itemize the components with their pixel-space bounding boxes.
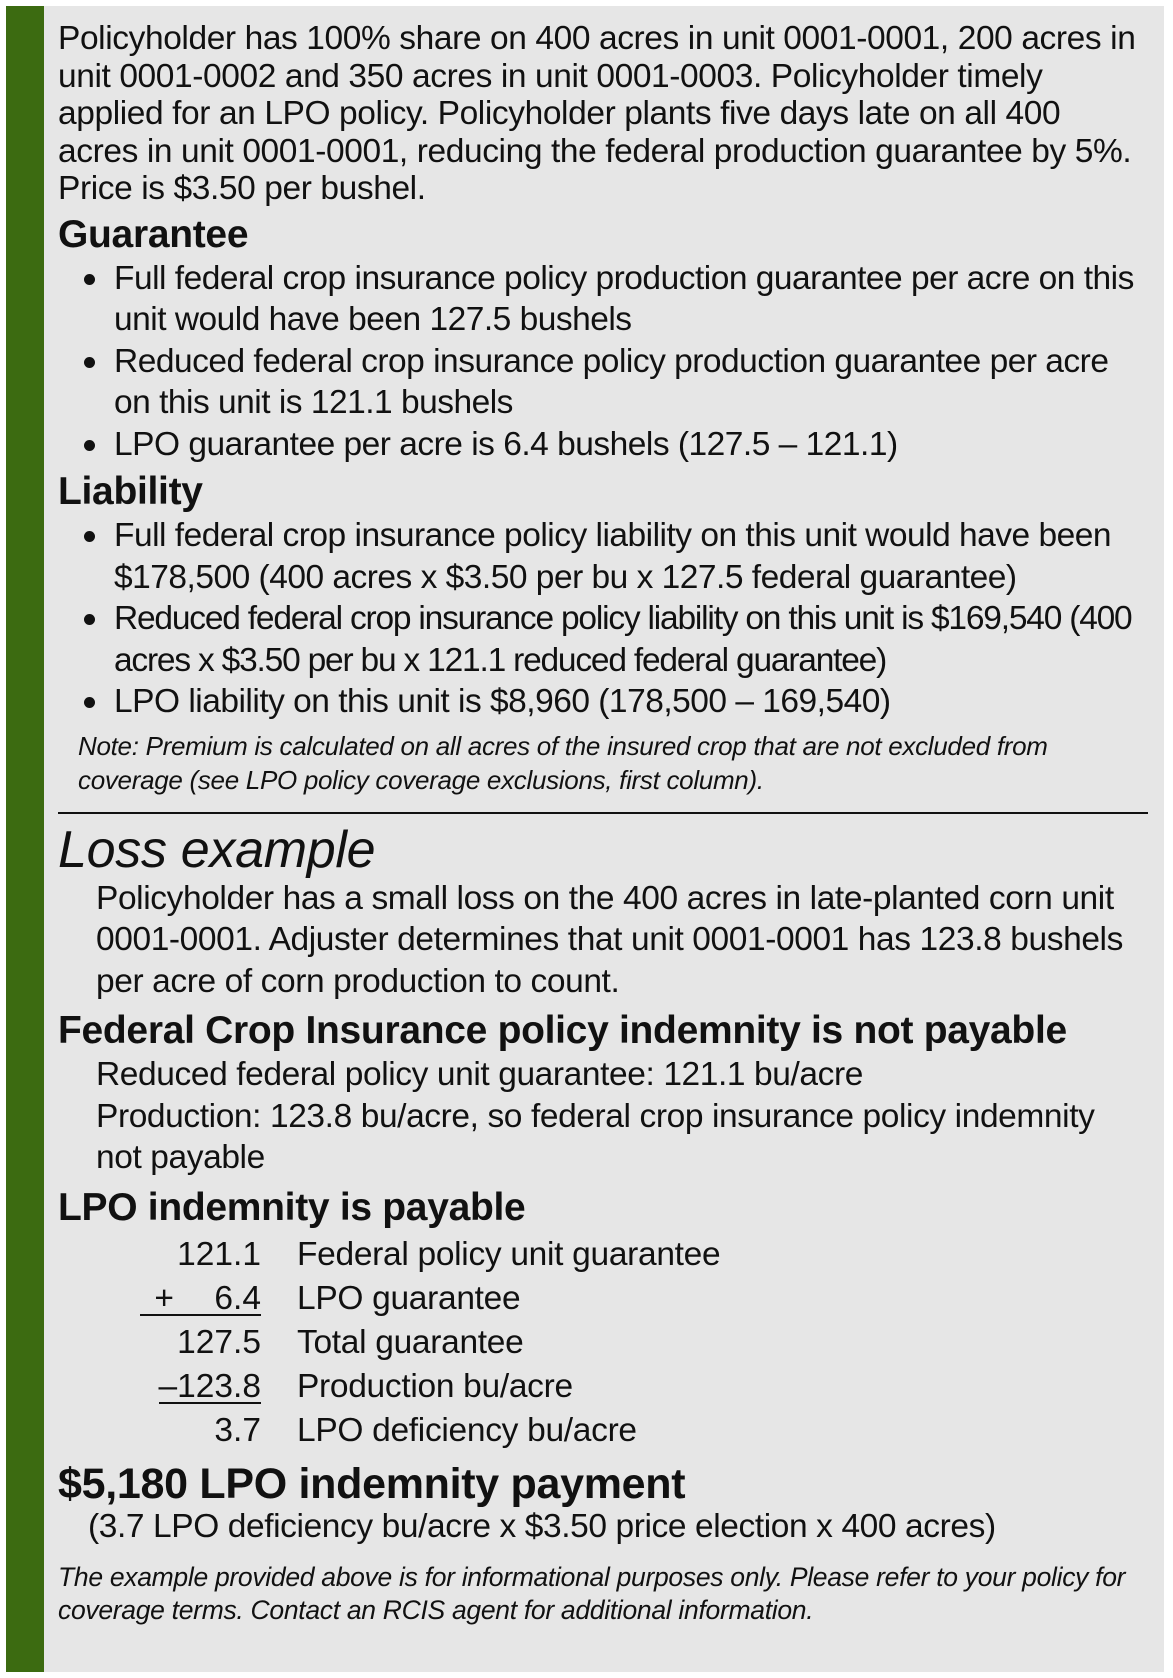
example-panel — [6, 6, 1164, 1672]
liability-heading: Liability — [58, 470, 203, 513]
calc-label: Federal policy unit guarantee — [297, 1235, 721, 1273]
lpo-calculation — [58, 1233, 1148, 1453]
calc-label: Production bu/acre — [297, 1367, 573, 1405]
calc-row — [58, 1277, 1148, 1321]
guarantee-item: Reduced federal crop insurance policy production guarantee per acre on this unit is 121.1 bushels — [82, 341, 1148, 424]
loss-example-text: Policyholder has a small loss on the 400 acres in late-planted corn unit 0001-0001. Adjuster determines that unit 0001-0001 has 123.8 bushels per acre of corn production to count. — [96, 879, 1123, 1000]
calc-value: 121.1 — [177, 1235, 261, 1273]
liability-item: LPO liability on this unit is $8,960 (178,500 – 169,540) — [82, 681, 1148, 723]
loss-example-heading: Loss example — [58, 820, 376, 879]
calc-row — [58, 1233, 1148, 1277]
calc-value: 127.5 — [177, 1323, 261, 1361]
liability-item: Full federal crop insurance policy liability on this unit would have been $178,500 (400 acres x $3.50 per bu x 127.5 federal guarantee) — [82, 515, 1148, 598]
premium-note: Note: Premium is calculated on all acres of the insured crop that are not excluded from coverage (see LPO policy coverage exclusions, first column). — [78, 730, 1048, 795]
calc-value: + 6.4 — [58, 1277, 261, 1321]
guarantee-list — [58, 258, 1148, 466]
calc-value: –123.8 — [158, 1367, 261, 1405]
disclaimer: The example provided above is for informational purposes only. Please refer to your policy for coverage terms. Contact an RCIS agent for additional information. — [58, 1561, 1126, 1625]
payment-heading: $5,180 LPO indemnity payment — [58, 1459, 686, 1508]
calc-value: 3.7 — [214, 1411, 261, 1449]
calc-operator: – — [158, 1367, 178, 1405]
section-divider — [58, 812, 1148, 814]
calc-row — [58, 1365, 1148, 1409]
panel-content — [58, 20, 1148, 1627]
calc-row — [58, 1409, 1148, 1453]
calc-label: LPO guarantee — [297, 1279, 521, 1317]
calc-row — [58, 1321, 1148, 1365]
guarantee-item: LPO guarantee per acre is 6.4 bushels (127.5 – 121.1) — [82, 424, 1148, 466]
payment-detail: (3.7 LPO deficiency bu/acre x $3.50 price election x 400 acres) — [88, 1507, 996, 1545]
calc-operator: + — [154, 1279, 174, 1317]
intro-paragraph: Policyholder has 100% share on 400 acres in unit 0001-0001, 200 acres in unit 0001-0002 and 350 acres in unit 0001-0003. Policyholder timely applied for an LPO policy. Policyholder plants five days late on all 400 acres in unit 0001-0001, reducing the federal production guarantee by 5%. Price is $3.50 per bushel. — [58, 20, 1136, 207]
calc-label: LPO deficiency bu/acre — [297, 1411, 637, 1449]
guarantee-item: Full federal crop insurance policy production guarantee per acre on this unit would have been 127.5 bushels — [82, 258, 1148, 341]
guarantee-heading: Guarantee — [58, 212, 249, 256]
federal-guarantee-line: Reduced federal policy unit guarantee: 121.1 bu/acre — [96, 1056, 863, 1093]
federal-indemnity-heading: Federal Crop Insurance policy indemnity is not payable — [58, 1009, 1067, 1052]
federal-production-line: Production: 123.8 bu/acre, so federal crop insurance policy indemnity not payable — [96, 1097, 1095, 1176]
accent-bar — [6, 6, 44, 1672]
calc-label: Total guarantee — [297, 1323, 524, 1361]
lpo-indemnity-heading: LPO indemnity is payable — [58, 1185, 526, 1229]
liability-item: Reduced federal crop insurance policy liability on this unit is $169,540 (400 acres x $3.50 per bu x 121.1 reduced federal guarantee) — [82, 598, 1148, 681]
liability-list — [58, 515, 1148, 723]
